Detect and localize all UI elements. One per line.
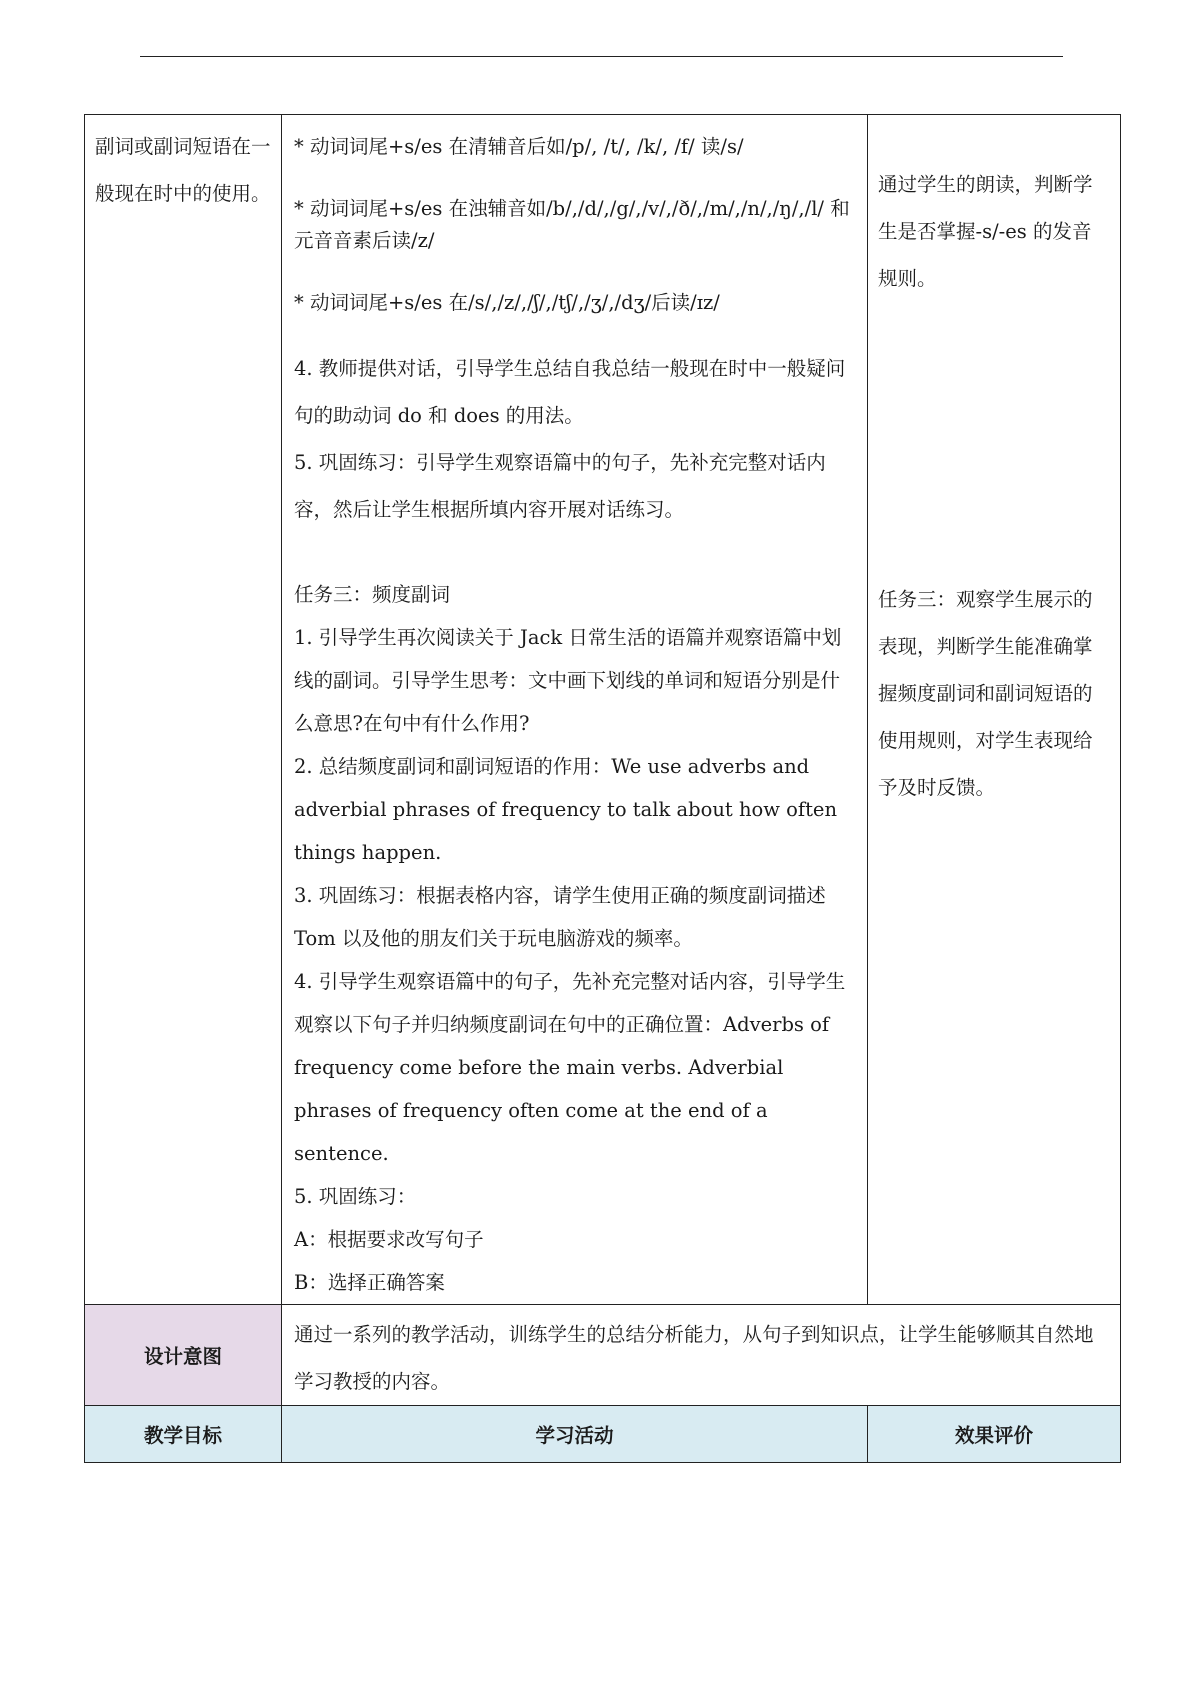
objective-cell: [85, 115, 282, 1305]
activity-row: [85, 115, 1121, 1305]
design-intent-row: [85, 1305, 1121, 1406]
pronunciation-rule-z: * 动词词尾+s/es 在浊辅音如/b/,/d/,/g/,/v/,/ð/,/m/,/n/,/ŋ/,/l/ 和元音音素后读/z/: [294, 197, 850, 252]
evaluation-cell: [868, 115, 1121, 1305]
task3-step-5: 5. 巩固练习：: [294, 1185, 417, 1208]
task3-step-2: 2. 总结频度副词和副词短语的作用：We use adverbs and adverbial phrases of frequency to talk about how often things happen.: [294, 755, 838, 864]
design-intent-cell: [282, 1305, 1121, 1406]
task3-step-5b: B：选择正确答案: [294, 1271, 445, 1294]
pronunciation-rule-s: * 动词词尾+s/es 在清辅音后如/p/, /t/, /k/, /f/ 读/s/: [294, 135, 744, 158]
design-intent-text: 通过一系列的教学活动，训练学生的总结分析能力，从句子到知识点，让学生能够顺其自然地学习教授的内容。: [294, 1323, 1094, 1393]
evaluation-task3: 任务三：观察学生展示的表现，判断学生能准确掌握频度副词和副词短语的使用规则，对学生表现给予及时反馈。: [878, 588, 1093, 799]
evaluation-pronunciation: 通过学生的朗读，判断学生是否掌握-s/-es 的发音规则。: [878, 173, 1093, 290]
header-activity: 学习活动: [282, 1406, 868, 1463]
task3-step-4: 4. 引导学生观察语篇中的句子，先补充完整对话内容，引导学生观察以下句子并归纳频度副词在句中的正确位置：Adverbs of frequency come before the main verbs. Adverbial phrases of frequency often come at the end of a sentence.: [294, 970, 846, 1165]
header-rule: [140, 56, 1063, 57]
header-objective: 教学目标: [85, 1406, 282, 1463]
task3-step-5a: A：根据要求改写句子: [294, 1228, 484, 1251]
pronunciation-rule-iz: * 动词词尾+s/es 在/s/,/z/,/ʃ/,/tʃ/,/ʒ/,/dʒ/后读/ɪz/: [294, 291, 720, 314]
activity-cell: [282, 115, 868, 1305]
table-header-row: [85, 1406, 1121, 1463]
task3-step-3: 3. 巩固练习：根据表格内容，请学生使用正确的频度副词描述 Tom 以及他的朋友们关于玩电脑游戏的频率。: [294, 884, 826, 950]
header-evaluation: 效果评价: [868, 1406, 1121, 1463]
task3-title: 任务三：频度副词: [294, 583, 451, 606]
lesson-plan-table: [84, 114, 1121, 1463]
activity-step-5: 5. 巩固练习：引导学生观察语篇中的句子，先补充完整对话内容，然后让学生根据所填内容开展对话练习。: [294, 451, 826, 521]
design-intent-label: 设计意图: [85, 1305, 282, 1406]
task3-step-1: 1. 引导学生再次阅读关于 Jack 日常生活的语篇并观察语篇中划线的副词。引导学生思考：文中画下划线的单词和短语分别是什么意思?在句中有什么作用?: [294, 626, 842, 735]
activity-step-4: 4. 教师提供对话，引导学生总结自我总结一般现在时中一般疑问句的助动词 do 和 does 的用法。: [294, 357, 846, 427]
objective-text: 副词或副词短语在一般现在时中的使用。: [95, 135, 271, 205]
